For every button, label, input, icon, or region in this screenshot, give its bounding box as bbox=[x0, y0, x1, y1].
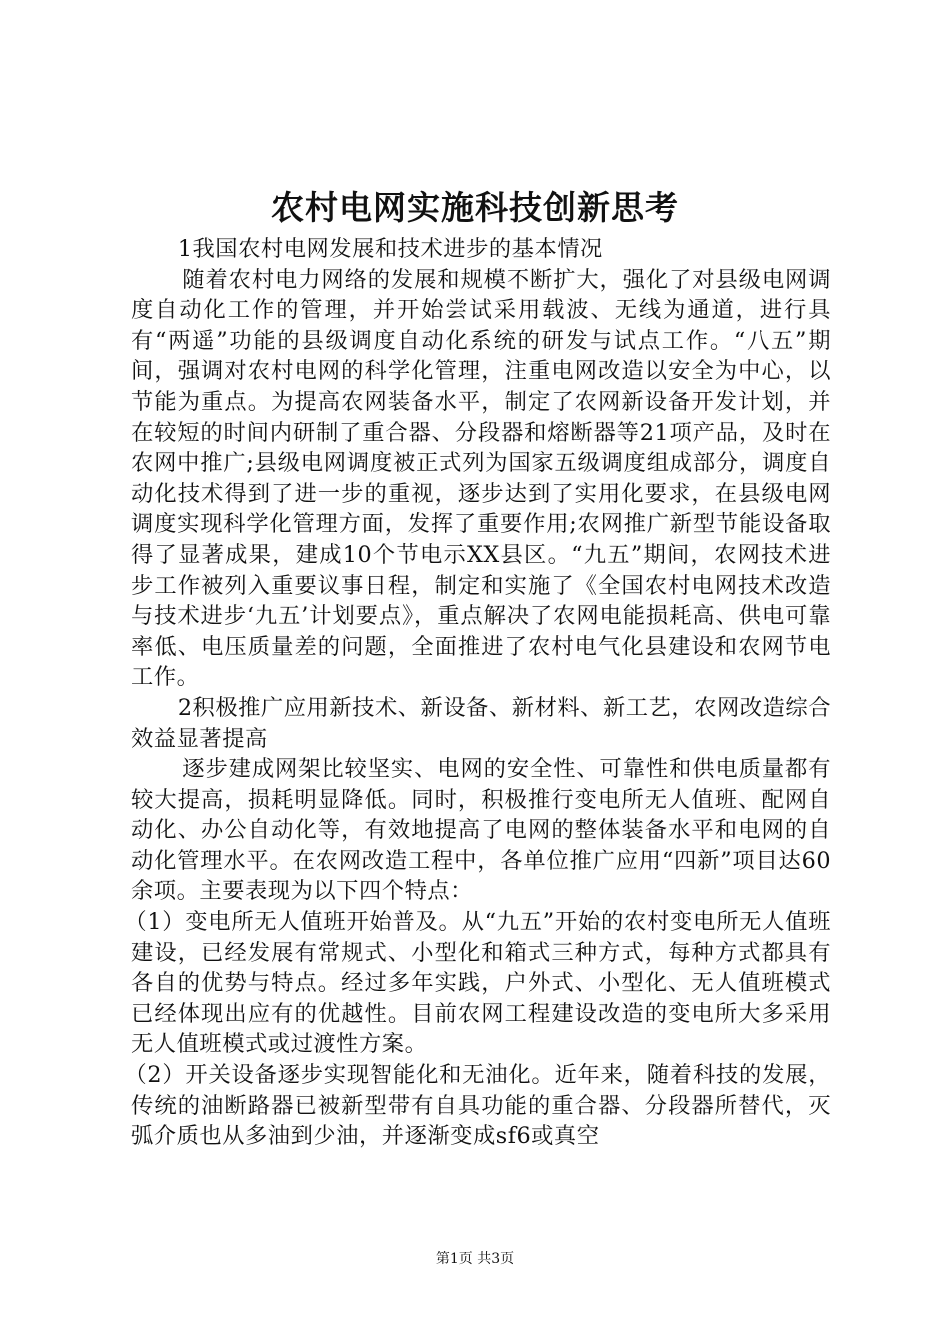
document-body bbox=[124, 234, 831, 1152]
list-item-2: （2）开关设备逐步实现智能化和无油化。近年来，随着科技的发展，传统的油断路器已被新型带有自具功能的重合器、分段器所替代，灭弧介质也从多油到少油，并逐渐变成sf6或真空 bbox=[124, 1062, 831, 1150]
section-heading-1: 1我国农村电网发展和技术进步的基本情况 bbox=[177, 236, 603, 262]
section-heading-2: 2积极推广应用新技术、新设备、新材料、新工艺，农网改造综合效益显著提高 bbox=[131, 694, 831, 752]
list-item-1: （1）变电所无人值班开始普及。从“九五”开始的农村变电所无人值班建设，已经发展有常规式、小型化和箱式三种方式，每种方式都具有各自的优势与特点。经过多年实践，户外式、小型化、无人值班模式已经体现出应有的优越性。目前农网工程建设改造的变电所大多采用无人值班模式或过渡性方案。 bbox=[124, 909, 831, 1058]
body-paragraph-1: 随着农村电力网络的发展和规模不断扩大，强化了对县级电网调度自动化工作的管理，并开始尝试采用载波、无线为通道，进行具有“两遥”功能的县级调度自动化系统的研发与试点工作。“八五”期间，强调对农村电网的科学化管理，注重电网改造以安全为中心，以节能为重点。为提高农网装备水平，制定了农网新设备开发计划，并在较短的时间内研制了重合器、分段器和熔断器等21项产品，及时在农网中推广;县级电网调度被正式列为国家五级调度组成部分，调度自动化技术得到了进一步的重视，逐步达到了实用化要求，在县级电网调度实现科学化管理方面，发挥了重要作用;农网推广新型节能设备取得了显著成果，建成10个节电示XX县区。“九五”期间，农网技术进步工作被列入重要议事日程，制定和实施了《全国农村电网技术改造与技术进步‘九五’计划要点》，重点解决了农网电能损耗高、供电可靠率低、电压质量差的问题，全面推进了农村电气化县建设和农网节电工作。 bbox=[131, 266, 831, 691]
document-title: 农村电网实施科技创新思考 bbox=[271, 188, 679, 227]
body-paragraph-2: 逐步建成网架比较坚实、电网的安全性、可靠性和供电质量都有较大提高，损耗明显降低。同时，积极推行变电所无人值班、配网自动化、办公自动化等，有效地提高了电网的整体装备水平和电网的自动化管理水平。在农网改造工程中，各单位推广应用“四新”项目达60余项。主要表现为以下四个特点： bbox=[131, 756, 831, 905]
page-number-footer: 第1页 共3页 bbox=[435, 1251, 515, 1267]
